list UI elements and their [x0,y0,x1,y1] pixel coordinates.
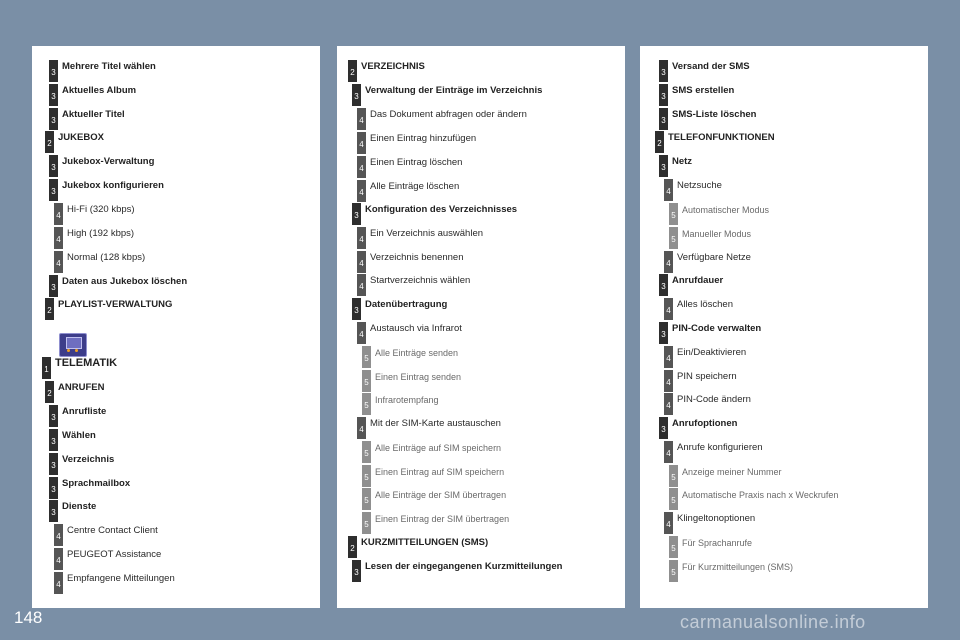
menu-item-label: Ein Verzeichnis auswählen [370,228,484,239]
level-badge: 5 [669,227,678,249]
level-badge: 3 [352,84,361,106]
menu-item-label: Anrufe konfigurieren [677,442,763,453]
level-badge: 3 [49,453,58,475]
menu-item-label: High (192 kbps) [67,228,135,239]
level-badge: 3 [659,274,668,296]
level-badge: 4 [357,322,366,344]
level-badge: 2 [348,60,357,82]
level-badge: 4 [54,524,63,546]
menu-item-label: Daten aus Jukebox löschen [62,276,188,287]
level-badge: 5 [362,512,371,534]
level-badge: 2 [45,131,54,153]
level-badge: 3 [49,477,58,499]
level-badge: 5 [362,488,371,510]
menu-item-label: Einen Eintrag löschen [370,157,463,168]
menu-item-label: Startverzeichnis wählen [370,275,471,286]
level-badge: 4 [357,417,366,439]
level-badge: 5 [669,536,678,558]
level-badge: 5 [669,560,678,582]
menu-item-label: Mehrere Titel wählen [62,61,156,72]
menu-item-label: TELEMATIK [55,357,118,369]
menu-item-label: Alle Einträge löschen [370,181,460,192]
menu-item-label: Alle Einträge auf SIM speichern [375,443,502,453]
level-badge: 3 [49,60,58,82]
menu-item-label: Einen Eintrag senden [375,372,462,382]
level-badge: 3 [352,560,361,582]
level-badge: 4 [357,251,366,273]
level-badge: 4 [664,179,673,201]
menu-item-label: Für Kurzmitteilungen (SMS) [682,562,794,572]
level-badge: 2 [348,536,357,558]
menu-item-label: Alle Einträge senden [375,348,459,358]
level-badge: 4 [664,393,673,415]
level-badge: 4 [357,180,366,202]
level-badge: 2 [45,381,54,403]
menu-item-label: Mit der SIM-Karte austauschen [370,418,501,429]
menu-item-label: Austausch via Infrarot [370,323,462,334]
level-badge: 4 [357,108,366,130]
menu-item-label: ANRUFEN [58,382,105,393]
menu-item-label: Hi-Fi (320 kbps) [67,204,135,215]
level-badge: 3 [659,322,668,344]
menu-item-label: Konfiguration des Verzeichnisses [365,204,518,215]
menu-column-1 [32,46,320,608]
menu-item-label: Datenübertragung [365,299,448,310]
level-badge: 4 [357,132,366,154]
menu-item-label: TELEFONFUNKTIONEN [668,132,775,143]
menu-item-label: JUKEBOX [58,132,104,143]
menu-item-label: Das Dokument abfragen oder ändern [370,109,527,120]
level-badge: 3 [49,429,58,451]
level-badge: 4 [664,441,673,463]
level-badge: 4 [664,251,673,273]
menu-item-label: Für Sprachanrufe [682,538,753,548]
level-badge: 4 [664,512,673,534]
telematik-icon [59,333,87,357]
level-badge: 5 [362,441,371,463]
menu-item-label: Aktuelles Album [62,85,137,96]
menu-item-label: PLAYLIST-VERWALTUNG [58,299,173,310]
menu-item-label: Normal (128 kbps) [67,252,146,263]
level-badge: 3 [352,203,361,225]
menu-item-label: Verzeichnis [62,454,115,465]
level-badge: 3 [659,108,668,130]
menu-item-label: Klingeltonoptionen [677,513,756,524]
menu-item-label: Infrarotempfang [375,395,439,405]
level-badge: 4 [357,227,366,249]
level-badge: 3 [352,298,361,320]
menu-item-label: Verfügbare Netze [677,252,751,263]
level-badge: 2 [655,131,664,153]
watermark: carmanualsonline.info [680,612,866,632]
level-badge: 3 [49,275,58,297]
level-badge: 1 [42,357,51,379]
menu-item-label: Jukebox konfigurieren [62,180,164,191]
menu-item-label: Netzsuche [677,180,722,191]
level-badge: 3 [49,179,58,201]
level-badge: 4 [357,156,366,178]
level-badge: 4 [357,274,366,296]
menu-item-label: Verwaltung der Einträge im Verzeichnis [365,85,543,96]
menu-item-label: Empfangene Mitteilungen [67,573,175,584]
level-badge: 3 [49,108,58,130]
level-badge: 5 [669,488,678,510]
menu-item-label: Einen Eintrag hinzufügen [370,133,477,144]
page-number: 148 [14,608,43,627]
menu-item-label: Anzeige meiner Nummer [682,467,782,477]
menu-item-label: PIN speichern [677,371,737,382]
menu-item-label: Anrufdauer [672,275,724,286]
menu-item-label: Sprachmailbox [62,478,131,489]
level-badge: 4 [54,251,63,273]
level-badge: 4 [54,227,63,249]
menu-item-label: Ein/Deaktivieren [677,347,747,358]
menu-item-label: Manueller Modus [682,229,752,239]
level-badge: 4 [54,203,63,225]
level-badge: 3 [659,417,668,439]
level-badge: 4 [54,548,63,570]
menu-item-label: PIN-Code verwalten [672,323,762,334]
level-badge: 3 [49,500,58,522]
menu-item-label: Wählen [62,430,96,441]
menu-item-label: Verzeichnis benennen [370,252,464,263]
menu-item-label: Einen Eintrag auf SIM speichern [375,467,505,477]
level-badge: 2 [45,298,54,320]
menu-item-label: PEUGEOT Assistance [67,549,162,560]
level-badge: 3 [49,84,58,106]
level-badge: 3 [659,60,668,82]
level-badge: 5 [362,465,371,487]
level-badge: 4 [664,298,673,320]
level-badge: 3 [659,84,668,106]
menu-item-label: Alle Einträge der SIM übertragen [375,490,507,500]
menu-item-label: Alles löschen [677,299,733,310]
menu-item-label: SMS-Liste löschen [672,109,757,120]
menu-item-label: Anrufliste [62,406,107,417]
level-badge: 3 [659,155,668,177]
level-badge: 3 [49,405,58,427]
menu-item-label: Jukebox-Verwaltung [62,156,155,167]
level-badge: 5 [669,203,678,225]
menu-column-3 [640,46,928,608]
menu-item-label: SMS erstellen [672,85,735,96]
menu-item-label: Automatischer Modus [682,205,770,215]
menu-item-label: VERZEICHNIS [361,61,425,72]
menu-item-label: Einen Eintrag der SIM übertragen [375,514,510,524]
level-badge: 5 [362,346,371,368]
level-badge: 5 [362,370,371,392]
menu-item-label: Dienste [62,501,97,512]
menu-item-label: Lesen der eingegangenen Kurzmitteilungen [365,561,563,572]
menu-item-label: Versand der SMS [672,61,750,72]
level-badge: 4 [664,370,673,392]
level-badge: 4 [54,572,63,594]
menu-item-label: KURZMITTEILUNGEN (SMS) [361,537,489,548]
menu-item-label: PIN-Code ändern [677,394,751,405]
menu-item-label: Aktueller Titel [62,109,125,120]
menu-item-label: Netz [672,156,693,167]
menu-item-label: Anrufoptionen [672,418,738,429]
menu-item-label: Centre Contact Client [67,525,158,536]
menu-item-label: Automatische Praxis nach x Weckrufen [682,490,839,500]
level-badge: 5 [362,393,371,415]
menu-column-2 [337,46,625,608]
level-badge: 4 [664,346,673,368]
level-badge: 5 [669,465,678,487]
level-badge: 3 [49,155,58,177]
